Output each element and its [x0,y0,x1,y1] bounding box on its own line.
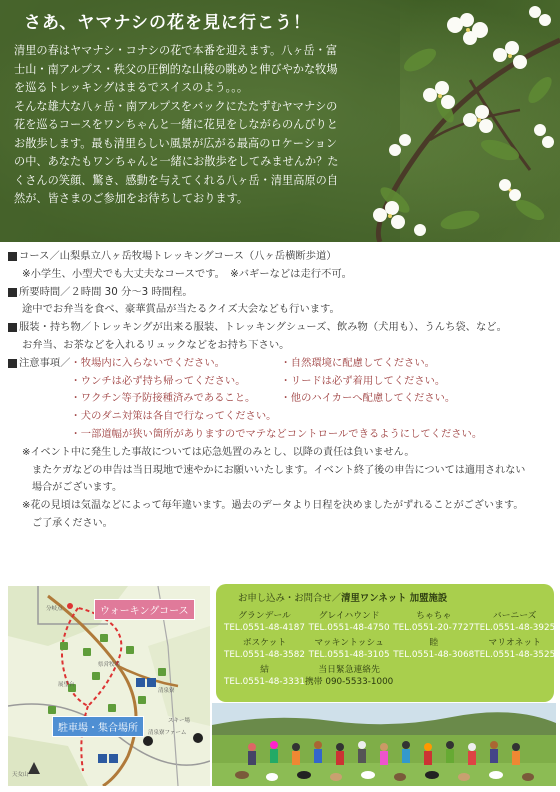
map-label: 展望台 [58,682,75,688]
notes-list [70,355,520,444]
disclaimer-line: ※イベント中に発生した事故については応急処置のみとし、以降の責任は負いません。 [22,446,415,458]
time-text: 所要時間／２時間 30 分〜3 時間程。 [19,285,193,298]
shop-tel: 携帯 090-5533-1000 [304,677,394,687]
map-label: 清泉寮ファーム [148,730,187,736]
course-text: コース／山梨県立八ヶ岳牧場トレッキングコース（八ヶ岳横断歩道） [19,250,337,262]
clothing-text: 服装・持ち物／トレッキングが出来る服装、トレッキングシューズ、飲み物（犬用も）、うんち袋、など。 [19,321,507,334]
shop-entry [474,610,555,634]
shop-name: ボスケット [242,638,287,648]
contact-box [216,584,554,702]
square-bullet-icon [8,288,17,297]
group-photo-graphic [212,703,556,786]
hero-line: の中、あなたもワンちゃんと一緒にお散歩をしてみませんか？た [14,155,339,168]
square-bullet-icon [8,252,17,261]
shop-entry [224,637,305,661]
clothing-row [8,319,556,337]
square-bullet-icon [8,323,17,332]
shop-name: ちゃちゃ [416,611,452,621]
hero-line: 花を巡るコースをワンちゃんと一緒に花見をしながらのんびりと [14,118,338,131]
hero-title: さあ、ヤマナシの花を見に行こう！ [24,13,311,33]
note-item: ・ウンチは必ず持ち帰ってください。 [70,374,246,387]
hero-intro-text [14,42,394,209]
note-item: ・牧場内に入らないでください。 [70,356,225,369]
note-item: ・ワクチン等予防接種済みであること。 [70,392,256,405]
shop-name: マッキントッシュ [314,638,384,648]
shop-name: バーニーズ [492,611,537,621]
shop-tel: TEL.0551-48-4187 [224,623,305,633]
shop-name: グランデール [238,611,291,621]
disclaimer-line: ※花の見頃は気温などによって毎年違います。過去のデータより日程を決めましたがずれることがございます。 [22,500,524,512]
shop-entry [305,637,393,661]
shop-tel: TEL.0551-20-7727 [393,623,475,633]
contact-heading-org: 清里ワンネット 加盟施設 [341,593,448,604]
hero-line: 清里の春はヤマナシ・コナシの花で本番を迎えます。八ヶ岳・富 [14,44,338,57]
shop-name: 当日緊急連絡先 [318,665,380,675]
note-item: ・他のハイカーへ配慮してください。 [280,392,456,405]
hero-line: を巡るトレッキングはまるでスイスのよう。。。 [14,81,249,94]
square-bullet-icon [8,359,17,368]
time-row [8,284,556,302]
group-photo [212,703,556,786]
shop-name: マリオネット [488,638,541,648]
hero-line: お散歩します。最も清里らしい風景が広がる最高のロケーション [14,136,338,150]
shop-tel: TEL.0551-48-3105 [308,650,390,660]
shop-tel: TEL.0551-48-3582 [224,650,305,660]
map-label: 清泉寮 [158,688,175,694]
shop-tel: TEL.0551-48-3068 [393,650,475,660]
shop-entry [224,610,305,634]
hero-line: 士山・南アルプス・秩父の圧倒的な山稜の眺めと伸びやかな牧場 [14,62,338,76]
contact-heading [238,590,546,604]
clothing-note: お弁当、お茶などを入れるリュックなどをお持ち下さい。 [22,338,290,351]
note-item: ・犬のダニ対策は各自で行なってください。 [70,410,277,423]
emergency-contact [305,664,393,688]
notes-label: 注意事項／ [19,356,71,369]
shop-tel: TEL.0551-48-3331 [224,677,305,687]
shop-entry [474,637,555,661]
hero-banner [0,0,560,242]
shop-tel: TEL.0551-48-4750 [308,623,390,633]
shop-tel: TEL.0551-48-3925 [474,623,556,633]
shop-entry [224,664,305,688]
map-label: 天女山 [12,772,29,778]
notes-label-wrap [8,355,70,444]
note-item: ・一部道幅が狭い箇所がありますのでマテなどコントロールできるようにしてください。 [70,427,483,440]
disclaimer-line: ご了承ください。 [32,517,113,529]
course-note: ※小学生、小型犬でも大丈夫なコースです。 ※バギーなどは走行不可。 [22,267,352,280]
route-map [8,586,210,786]
shop-entry [305,610,393,634]
shop-name: 睦 [429,638,439,648]
time-note: 途中でお弁当を食べ、豪華賞品が当たるクイズ大会なども行います。 [22,303,340,316]
map-label: スキー場 [168,718,191,724]
event-details [8,248,556,533]
notes-section [8,355,556,444]
note-item: ・リードは必ず着用してください。 [280,374,446,387]
shop-entry [393,637,474,661]
shop-name: グレイハウンド [318,611,380,621]
shop-entry [393,610,474,634]
hero-line: そんな雄大な八ヶ岳・南アルプスをバックにたたずむヤマナシの [14,99,338,113]
walking-course-label: ウォーキングコース [94,599,195,620]
disclaimer-line: 場合がございます。 [32,482,123,494]
shop-tel: TEL.0551-48-3525 [474,650,556,660]
shop-list [224,610,556,688]
map-label: 分岐点 [46,606,63,612]
parking-meeting-label: 駐車場・集合場所 [52,716,144,737]
hero-line: くさんの笑顔、驚き、感動を与えてくれる八ヶ岳・清里高原の自 [14,173,338,187]
contact-heading-prefix: お申し込み・お問合せ／ [238,593,342,604]
map-label: 県営牧場 [98,662,121,668]
hero-line: 然が、皆さまのご参加をお待ちしております。 [14,192,249,205]
note-item: ・自然環境に配慮してください。 [280,356,435,369]
shop-name: 結 [260,665,269,675]
disclaimer-line: またケガなどの申告は当日現地で速やかにお願いいたします。イベント終了後の申告については適用されない [32,464,526,476]
course-row [8,248,556,266]
